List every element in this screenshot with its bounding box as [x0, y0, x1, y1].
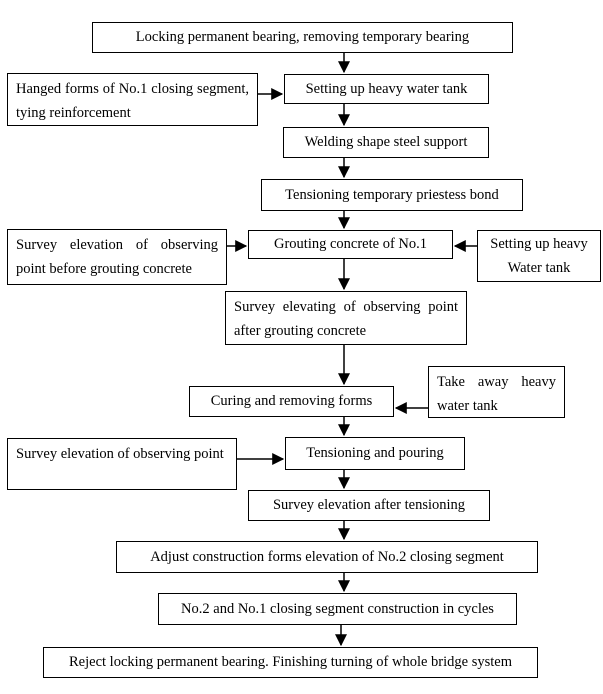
node-hanged-forms: Hanged forms of No.1 closing segment, tying reinforcement [7, 73, 258, 126]
node-take-away-water-tank: Take away heavy water tank [428, 366, 565, 418]
node-survey-after-tensioning: Survey elevation after tensioning [248, 490, 490, 521]
node-tensioning-priestess-bond: Tensioning temporary priestess bond [261, 179, 523, 211]
node-tensioning-and-pouring: Tensioning and pouring [285, 437, 465, 470]
node-setting-up-water-tank: Setting up heavy water tank [284, 74, 489, 104]
node-adjust-construction-forms: Adjust construction forms elevation of No.2 closing segment [116, 541, 538, 573]
node-construction-in-cycles: No.2 and No.1 closing segment construction in cycles [158, 593, 517, 625]
node-reject-locking-bearing: Reject locking permanent bearing. Finishing turning of whole bridge system [43, 647, 538, 678]
node-survey-after-grouting: Survey elevating of observing point after grouting concrete [225, 291, 467, 345]
node-setting-up-water-tank-right: Setting up heavy Water tank [477, 230, 601, 282]
node-curing-removing-forms: Curing and removing forms [189, 386, 394, 417]
node-survey-before-grouting: Survey elevation of observing point before grouting concrete [7, 229, 227, 285]
node-survey-observing-point: Survey elevation of observing point [7, 438, 237, 490]
node-grouting-concrete: Grouting concrete of No.1 [248, 230, 453, 259]
node-welding-steel-support: Welding shape steel support [283, 127, 489, 158]
node-locking-permanent-bearing: Locking permanent bearing, removing temporary bearing [92, 22, 513, 53]
